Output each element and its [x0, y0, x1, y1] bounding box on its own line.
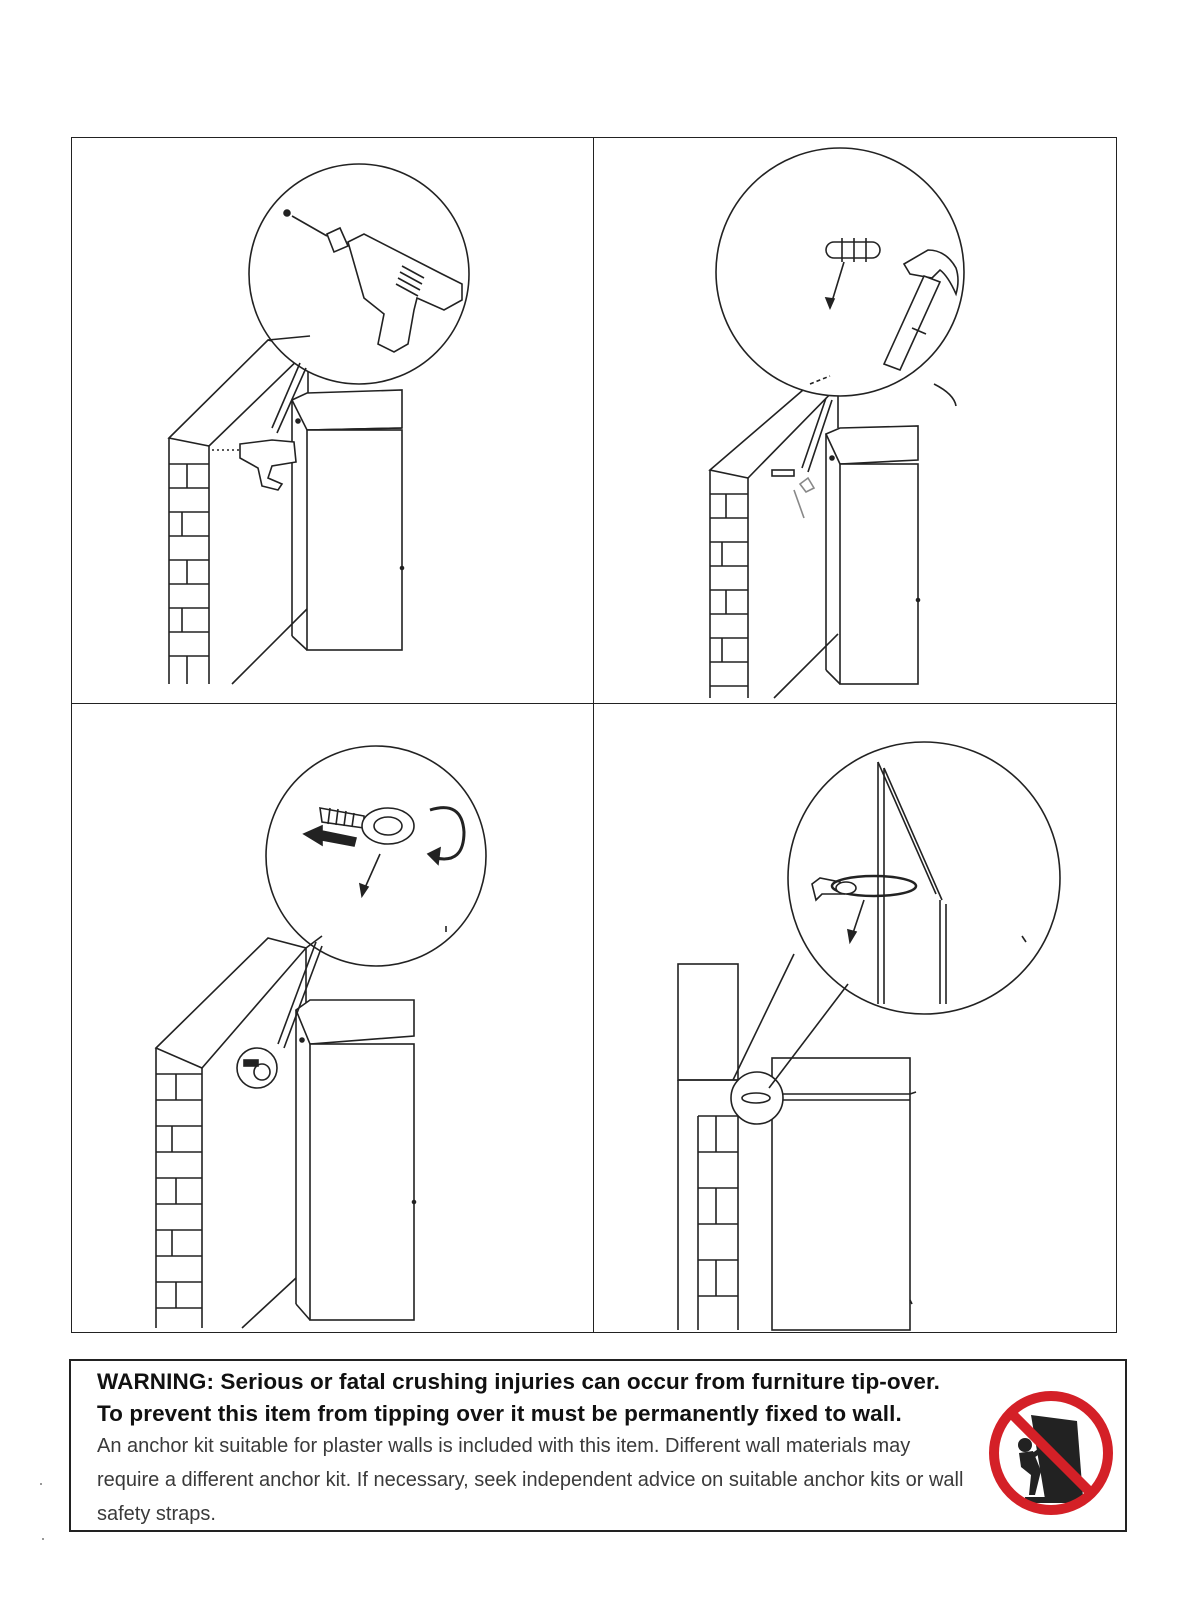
scan-mark — [42, 1538, 44, 1540]
cabinet — [826, 426, 920, 684]
cabinet — [296, 1000, 416, 1320]
step-2-illustration — [594, 138, 1116, 704]
eye-screw-icon — [237, 1048, 277, 1088]
no-tip-over-icon — [985, 1387, 1117, 1519]
step-1-illustration — [72, 138, 594, 704]
drill-icon — [212, 440, 296, 490]
brick-wall — [156, 938, 306, 1328]
cabinet — [292, 390, 404, 650]
hammer-icon — [772, 470, 814, 518]
warning-box — [69, 1359, 1127, 1532]
cabinet — [772, 1058, 916, 1330]
warning-heading-line-1: WARNING: Serious or fatal crushing injuries can occur from furniture tip-over. — [97, 1369, 940, 1394]
zoom-circle — [733, 742, 1060, 1088]
step-1-panel — [72, 138, 594, 704]
scan-mark — [40, 1483, 42, 1485]
step-4-illustration — [594, 704, 1116, 1332]
step-2-panel — [594, 138, 1116, 704]
warning-body: An anchor kit suitable for plaster walls is included with this item. Different wall materials may require a different anchor kit. If necessary, seek independent advice on suitable anchor kits or wall safety straps. — [97, 1435, 964, 1525]
instruction-grid — [71, 137, 1117, 1333]
step-3-panel — [72, 704, 594, 1332]
brick-wall — [710, 384, 838, 698]
step-4-panel — [594, 704, 1116, 1332]
step-3-illustration — [72, 704, 594, 1332]
zoom-circle — [716, 148, 964, 472]
brick-wall — [678, 964, 738, 1330]
warning-heading-line-2: To prevent this item from tipping over it must be permanently fixed to wall. — [97, 1401, 902, 1426]
